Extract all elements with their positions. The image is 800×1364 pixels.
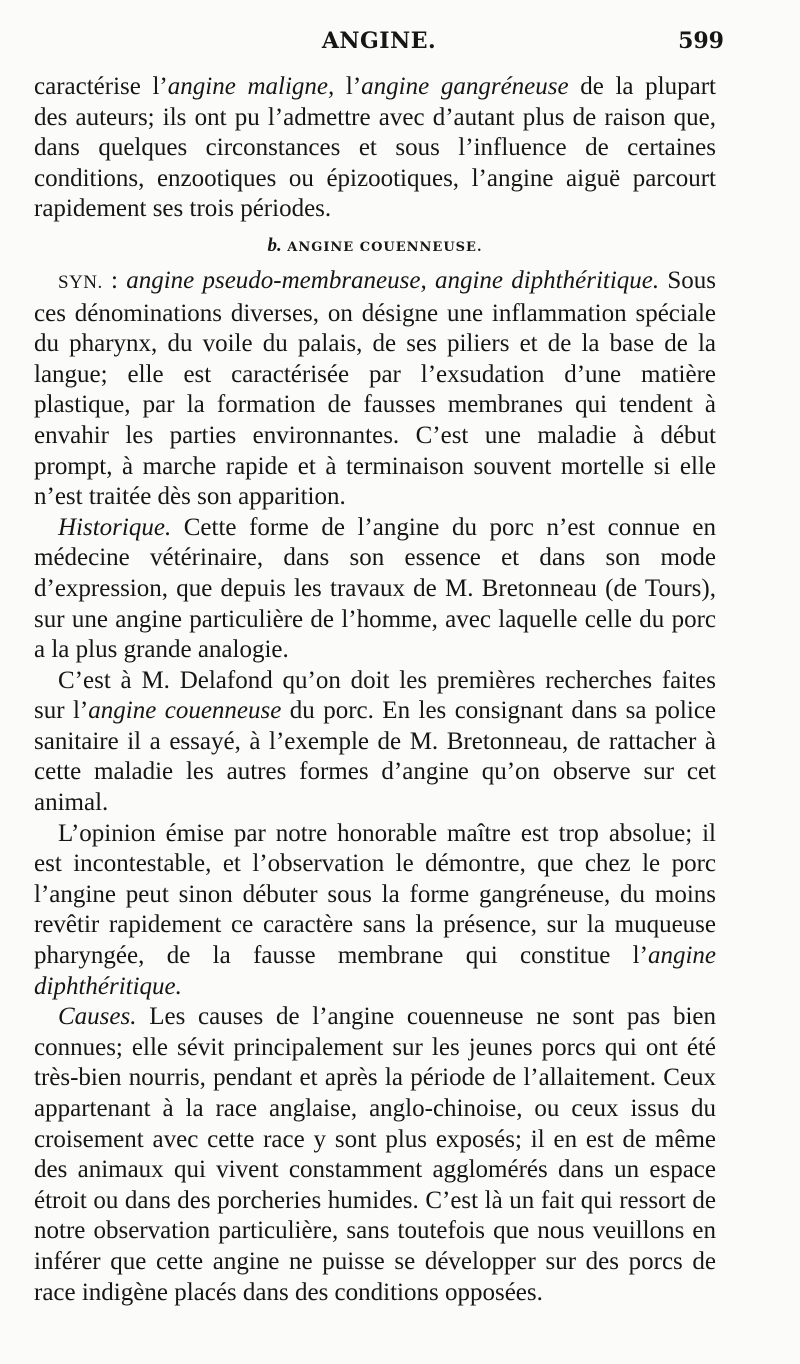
causes-label: Causes.	[58, 1003, 137, 1031]
body-text	[34, 72, 716, 1308]
section-heading	[34, 235, 716, 259]
paragraph-historique: Historique. Cette forme de l’angine du porc n’est connue en médecine vétérinaire, dans son essence et dans son mode d’expression, que depuis les travaux de M. Bretonneau (de Tours), sur une angine particulière de l’homme, avec laquelle celle du porc a la plus grande analogie.	[34, 513, 716, 664]
running-title: ANGINE.	[321, 28, 437, 54]
section-title: ANGINE COUENNEUSE.	[287, 239, 483, 255]
paragraph-causes: Causes. Les causes de l’angine couenneuse ne sont pas bien connues; elle sévit principalement sur les jeunes porcs qui ont été très-bien nourris, pendant et après la période de l’allaitement. Ceux appartenant à la race anglaise, anglo-chinoise, ou ceux issus du croisement avec cette race y sont plus exposés; il en est de même des animaux qui vivent constamment agglomérés dans un espace étroit ou dans des porcheries humides. C’est là un fait qui ressort de notre observation particulière, sans toutefois que nous veuillons en inférer que cette angine ne puisse se développer sur des porcs de race indigène placés dans des conditions opposées.	[34, 1003, 716, 1306]
page-number: 599	[678, 28, 724, 54]
section-letter: b.	[267, 234, 282, 256]
paragraph-continued: caractérise l’angine maligne, l’angine gangréneuse de la plupart des auteurs; ils ont pu l’admettre avec d’autant plus de raison que, dans quelques circonstances et sous l’influence de certaines conditions, enzootiques ou épizootiques, l’angine aiguë parcourt rapidement ses trois périodes.	[34, 73, 716, 223]
running-header	[34, 28, 724, 62]
paragraph-opinion: L’opinion émise par notre honorable maître est trop absolue; il est incontestable, et l’observation le démontre, que chez le porc l’angine peut sinon débuter sous la forme gangréneuse, du moins revêtir rapidement ce caractère sans la présence, sur la muqueuse pharyngée, de la fausse membrane qui constitue l’angine diphthéritique.	[34, 819, 716, 1000]
historique-label: Historique.	[58, 513, 172, 541]
syn-label: SYN.	[58, 271, 103, 293]
paragraph-delafond: C’est à M. Delafond qu’on doit les premières recherches faites sur l’angine couenneuse du porc. En les consignant dans sa police sanitaire il a essayé, à l’exemple de M. Bretonneau, de rattacher à cette maladie les autres formes d’angine qu’on observe sur cet animal.	[34, 666, 717, 817]
paragraph-synonyms: SYN. : angine pseudo-membraneuse, angine diphthéritique. Sous ces dénominations diverses, on désigne une inflammation spéciale du pharynx, du voile du palais, de ses piliers et de la base de la langue; elle est caractérisée par l’exsudation d’une matière plastique, par la formation de fausses membranes qui tendent à envahir les parties environnantes. C’est une maladie à début prompt, à marche rapide et à terminaison souvent mortelle si elle n’est traitée dès son apparition.	[34, 266, 716, 511]
